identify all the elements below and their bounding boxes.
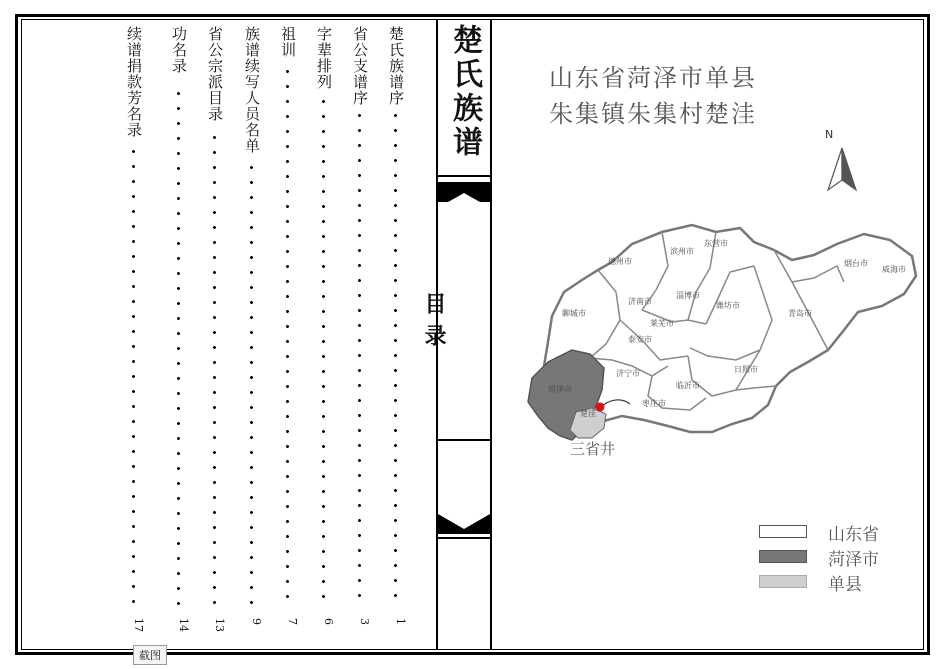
- city-label: 东营市: [704, 239, 728, 248]
- toc-entry-title: 楚氏族谱序: [387, 26, 405, 106]
- toc-entry[interactable]: [313, 26, 335, 626]
- city-label: 烟台市: [844, 259, 868, 268]
- toc-entry-title: 省公宗派目录: [206, 26, 224, 122]
- toc-entry[interactable]: [241, 26, 263, 626]
- map-page: [492, 20, 924, 649]
- city-label: 日照市: [734, 365, 758, 374]
- city-label: 威海市: [882, 265, 906, 274]
- toc-leader-dots: [322, 94, 325, 608]
- city-label: 泰安市: [628, 335, 652, 344]
- city-label: 济宁市: [616, 369, 640, 378]
- legend-label-heze: 菏泽市: [828, 550, 879, 570]
- city-label: 潍坊市: [716, 301, 740, 310]
- city-label: 济南市: [628, 297, 652, 306]
- toc-leader-dots: [286, 64, 289, 608]
- map-title-line2: 朱集镇朱集村楚洼: [549, 100, 757, 128]
- location-marker-icon: [596, 403, 605, 412]
- toc-entry[interactable]: [349, 26, 371, 626]
- toc-entry[interactable]: [277, 26, 299, 626]
- toc-entry-page: 17: [132, 618, 145, 632]
- spine-title: 楚氏族谱: [447, 24, 482, 160]
- map-annotation: 三省井: [570, 440, 616, 458]
- province-outline: [544, 225, 916, 432]
- toc-entry-page: 13: [213, 618, 226, 632]
- city-label: 菏泽市: [548, 385, 572, 394]
- toc-entry-page: 14: [177, 618, 190, 632]
- toc-leader-dots: [177, 86, 180, 608]
- legend-swatch-province: [759, 525, 807, 538]
- city-label: 临沂市: [676, 381, 700, 390]
- toc-entry-page: 6: [322, 618, 335, 625]
- toc-leader-dots: [394, 108, 397, 608]
- north-label: N: [825, 128, 834, 141]
- toc-entry[interactable]: [204, 26, 226, 632]
- toc-entry-title: 功名录: [170, 26, 188, 74]
- table-of-contents: [22, 20, 447, 649]
- toc-entry-title: 续谱捐款芳名录: [125, 26, 143, 138]
- place-label: 楚洼: [580, 409, 596, 418]
- toc-entry[interactable]: [123, 26, 145, 632]
- toc-leader-dots: [132, 144, 135, 608]
- city-label: 德州市: [608, 257, 632, 266]
- legend-swatch-shan-county: [759, 575, 807, 588]
- legend-label-shan-county: 单县: [828, 575, 862, 595]
- screenshot-button[interactable]: 截图: [133, 645, 167, 665]
- city-label: 枣庄市: [642, 399, 666, 408]
- legend-swatch-heze: [759, 550, 807, 563]
- toc-entry[interactable]: [168, 26, 190, 632]
- book-spine: [436, 20, 492, 649]
- legend-label-province: 山东省: [828, 525, 879, 545]
- spine-ornament: [438, 20, 490, 649]
- city-label: 莱芜市: [650, 319, 674, 328]
- toc-leader-dots: [250, 160, 253, 608]
- toc-entry-page: 1: [394, 618, 407, 625]
- toc-entry[interactable]: [385, 26, 407, 626]
- toc-heading: 目录: [421, 292, 447, 356]
- toc-entry-page: 7: [286, 618, 299, 625]
- toc-entry-page: 9: [250, 618, 263, 625]
- city-label: 淄博市: [676, 291, 700, 300]
- toc-entry-title: 祖训: [279, 26, 297, 58]
- toc-entry-page: 3: [358, 618, 371, 625]
- toc-leader-dots: [358, 108, 361, 608]
- map-title-line1: 山东省菏泽市单县: [549, 64, 757, 92]
- city-label: 滨州市: [670, 247, 694, 256]
- city-label: 青岛市: [788, 309, 812, 318]
- city-label: 聊城市: [562, 309, 586, 318]
- north-arrow-icon: [828, 148, 856, 190]
- toc-entry-title: 字辈排列: [315, 26, 333, 90]
- toc-entry-title: 族谱续写人员名单: [243, 26, 261, 154]
- toc-entry-title: 省公支谱序: [351, 26, 369, 106]
- toc-leader-dots: [213, 130, 216, 608]
